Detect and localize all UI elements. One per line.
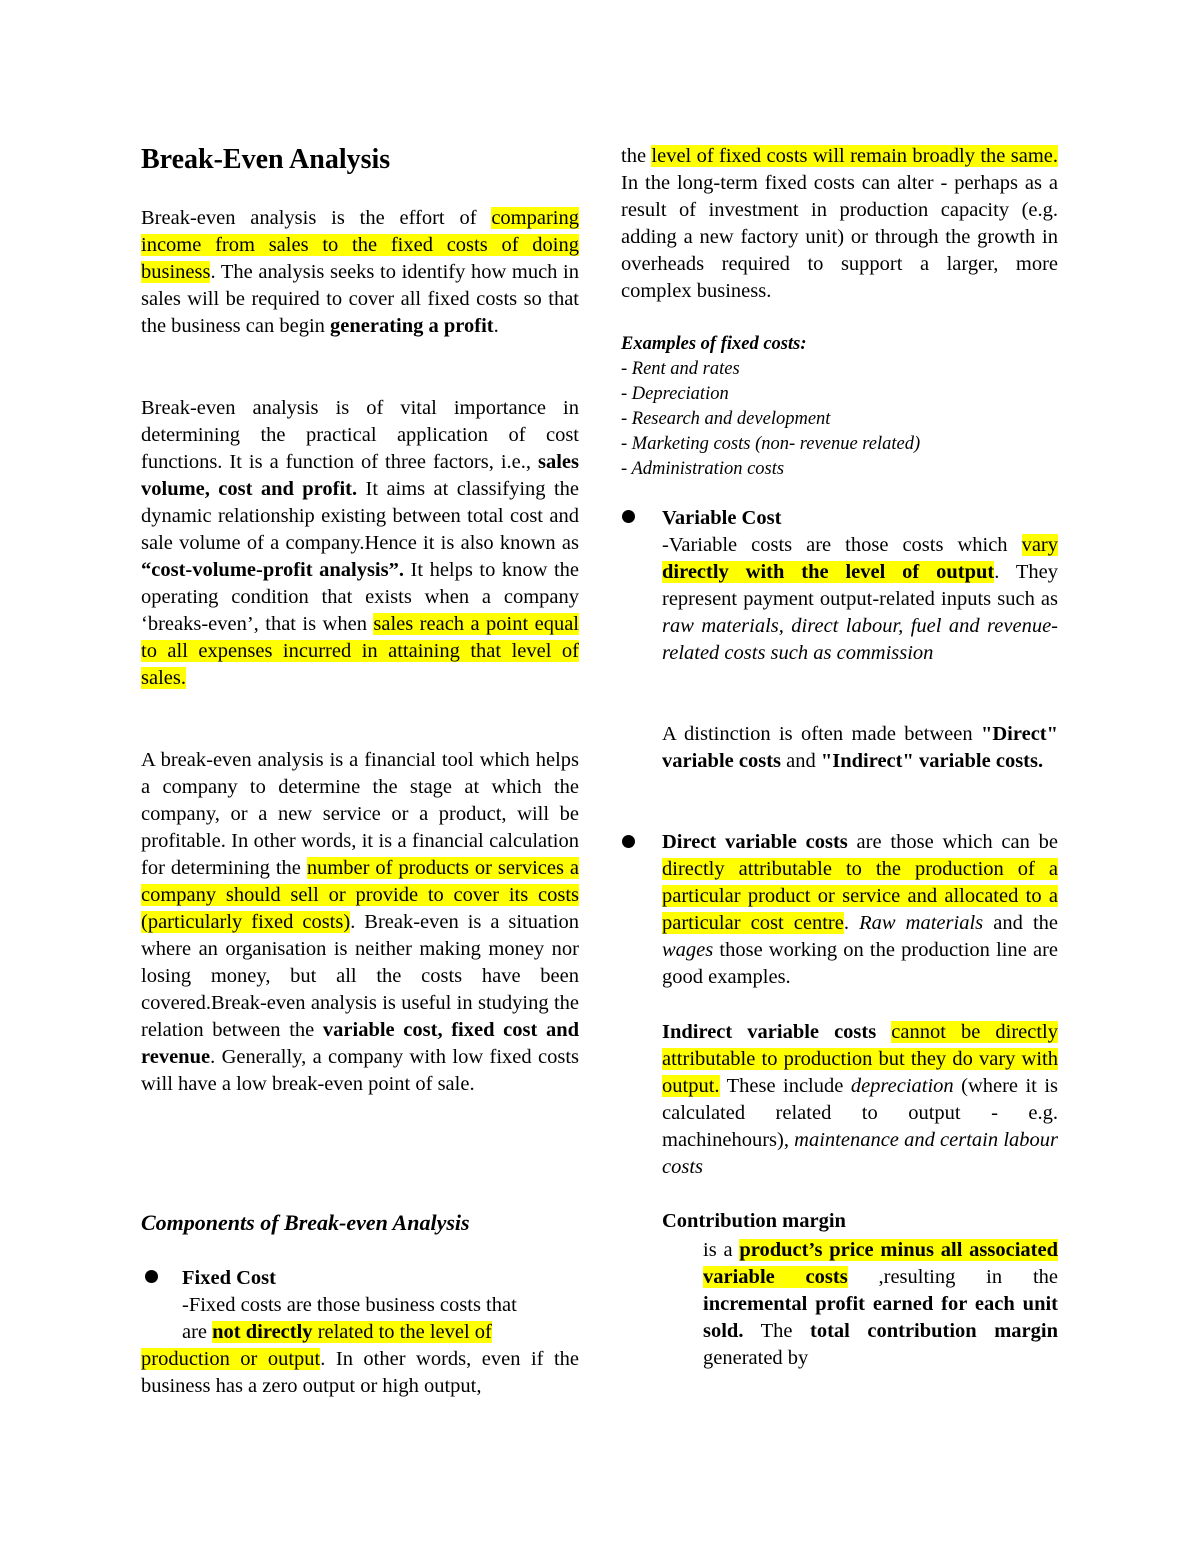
bullet-icon	[145, 1270, 158, 1283]
list-item: - Marketing costs (non- revenue related)	[621, 434, 921, 454]
fixed-cost-heading: Fixed Cost	[182, 1267, 276, 1289]
list-item: - Depreciation	[621, 384, 729, 404]
fixed-cost-continued: the level of fixed costs will remain broadly the same. In the long-term fixed costs can alter - perhaps as a result of investment in production capacity (e.g. adding a new factory unit) or through the growth in overheads required to support a larger, more complex business.	[621, 145, 1058, 302]
page-title: Break-Even Analysis	[141, 144, 391, 175]
fixed-cost-line1: -Fixed costs are those business costs that	[182, 1294, 517, 1316]
direct-variable-paragraph: Direct variable costs are those which can be directly attributable to the production of a particular product or service and allocated to a particular cost centre. Raw materials and the wages those working on the production line are good examples.	[662, 831, 1058, 988]
bullet-icon	[622, 835, 635, 848]
list-item: - Rent and rates	[621, 359, 740, 379]
variable-cost-heading: Variable Cost	[662, 507, 782, 529]
examples-heading: Examples of fixed costs:	[621, 334, 807, 354]
list-item: - Administration costs	[621, 459, 785, 479]
tool-paragraph: A break-even analysis is a financial tool which helps a company to determine the stage at which the company, or a new service or a product, will be profitable. In other words, it is a financial calculation for determining the number of products or services a company should sell or provide to cover its costs (particularly fixed costs). Break-even is a situation where an organisation is neither making money nor losing money, but all the costs have been covered.Break-even analysis is useful in studying the relation between the variable cost, fixed cost and revenue. Generally, a company with low fixed costs will have a low break-even point of sale.	[141, 749, 580, 1095]
contribution-paragraph: is a product’s price minus all associated variable costs ,resulting in the incremental profit earned for each unit sold. The total contribution margin generated by	[703, 1239, 1058, 1369]
intro-paragraph: Break-even analysis is the effort of comparing income from sales to the fixed costs of doing business. The analysis seeks to identify how much in sales will be required to cover all fixed costs so that the business can begin generating a profit.	[141, 207, 579, 337]
fixed-cost-line2: are not directly related to the level of	[182, 1321, 492, 1343]
variable-cost-paragraph: -Variable costs are those costs which vary directly with the level of output. They represent payment output-related inputs such as raw materials, direct labour, fuel and revenue-related costs such as commission	[662, 534, 1058, 664]
examples-list	[621, 332, 1058, 482]
list-item: - Research and development	[621, 409, 831, 429]
bullet-icon	[622, 510, 635, 523]
distinction-paragraph: A distinction is often made between "Direct" variable costs and "Indirect" variable costs.	[662, 723, 1058, 772]
fixed-cost-paragraph: production or output. In other words, even if the business has a zero output or high output,	[141, 1348, 579, 1397]
vital-paragraph: Break-even analysis is of vital importance in determining the practical application of cost functions. It is a function of three factors, i.e., sales volume, cost and profit. It aims at classifying the dynamic relationship existing between total cost and sale volume of a company.Hence it is also known as “cost-volume-profit analysis”. It helps to know the operating condition that exists when a company ‘breaks-even’, that is when sales reach a point equal to all expenses incurred in attaining that level of sales.	[141, 397, 580, 689]
indirect-variable-paragraph: Indirect variable costs cannot be directly attributable to production but they do vary with output. These include depreciation (where it is calculated related to output - e.g. machinehours), maintenance and certain labour costs	[662, 1021, 1058, 1178]
contribution-heading: Contribution margin	[662, 1210, 846, 1232]
components-heading: Components of Break-even Analysis	[141, 1210, 470, 1235]
